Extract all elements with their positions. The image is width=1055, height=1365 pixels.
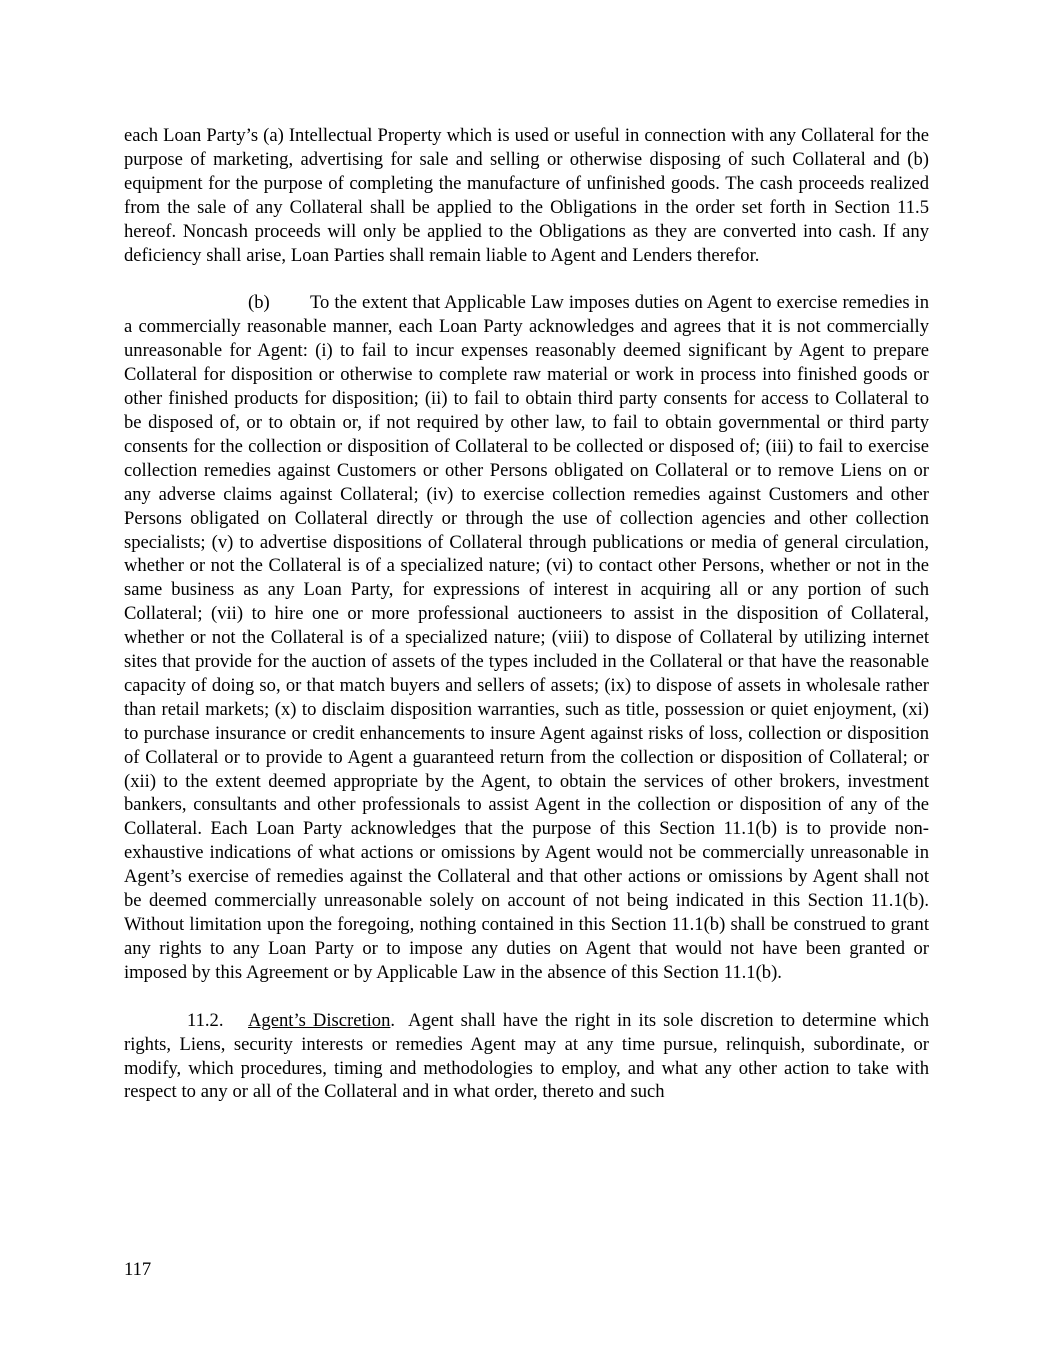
document-page [124, 124, 929, 1104]
section-heading-period: . [390, 1009, 396, 1031]
paragraph-11-1-b [124, 291, 929, 984]
paragraph-11-1-b-text: To the extent that Applicable Law imposes duties on Agent to exercise remedies in a commercially reasonable manner, each Loan Party acknowledges and agrees that it is not commercially unreasonable for Agent: (i) to fail to incur expenses reasonably deemed significant by Agent to prepare Collateral for disposition or otherwise to complete raw material or work in process into finished goods or other finished products for disposition; (ii) to fail to obtain third party consents for access to Collateral to be disposed of, or to obtain or, if not required by other law, to fail to obtain governmental or third party consents for the collection or disposition of Collateral to be collected or disposed of; (iii) to fail to exercise collection remedies against Customers or other Persons obligated on Collateral or to remove Liens on or any adverse claims against Collateral; (iv) to exercise collection remedies against Customers and other Persons obligated on Collateral directly or through the use of collection agencies and other collection specialists; (v) to advertise dispositions of Collateral through publications or media of general circulation, whether or not the Collateral is of a specialized nature; (vi) to contact other Persons, whether or not in the same business as any Loan Party, for expressions of interest in acquiring all or any portion of such Collateral; (vii) to hire one or more professional auctioneers to assist in the disposition of Collateral, whether or not the Collateral is of a specialized nature; (viii) to dispose of Collateral by utilizing internet sites that provide for the auction of assets of the types included in the Collateral or that have the reasonable capacity of doing so, or that match buyers and sellers of assets; (ix) to dispose of assets in wholesale rather than retail markets; (x) to disclaim disposition warranties, such as title, possession or quiet enjoyment, (xi) to purchase insurance or credit enhancements to insure Agent against risks of loss, collection or disposition of Collateral or to provide to Agent a guaranteed return from the collection or disposition of Collateral; or (xii) to the extent deemed appropriate by the Agent, to obtain the services of other brokers, investment bankers, consultants and other professionals to assist Agent in the collection or disposition of any of the Collateral. Each Loan Party acknowledges that the purpose of this Section 11.1(b) is to provide non-exhaustive indications of what actions or omissions by Agent would not be commercially unreasonable in Agent’s exercise of remedies against the Collateral and that other actions or omissions by Agent shall not be deemed commercially unreasonable solely on account of not being indicated in this Section 11.1(b). Without limitation upon the foregoing, nothing contained in this Section 11.1(b) shall be construed to grant any rights to any Loan Party or to impose any duties on Agent that would not have been granted or imposed by this Agreement or by Applicable Law in the absence of this Section 11.1(b). [124, 292, 929, 983]
section-number: 11.2. [187, 1009, 224, 1031]
subsection-marker: (b) [248, 292, 270, 314]
section-heading: Agent’s Discretion [248, 1009, 391, 1031]
section-11-2-text: Agent shall have the right in its sole discretion to determine which rights, Liens, security interests or remedies Agent may at any time pursue, relinquish, subordinate, or modify, which procedures, timing and methodologies to employ, and what any other action to take with respect to any or all of the Collateral and in what order, thereto and such [124, 1009, 929, 1103]
page-number: 117 [124, 1259, 152, 1280]
paragraph-continuation: each Loan Party’s (a) Intellectual Property which is used or useful in connection with any Collateral for the purpose of marketing, advertising for sale and selling or otherwise disposing of such Collateral and (b) equipment for the purpose of completing the manufacture of unfinished goods. The cash proceeds realized from the sale of any Collateral shall be applied to the Obligations in the order set forth in Section 11.5 hereof. Noncash proceeds will only be applied to the Obligations as they are converted into cash. If any deficiency shall arise, Loan Parties shall remain liable to Agent and Lenders therefor. [124, 125, 929, 266]
section-11-2 [124, 1009, 929, 1105]
